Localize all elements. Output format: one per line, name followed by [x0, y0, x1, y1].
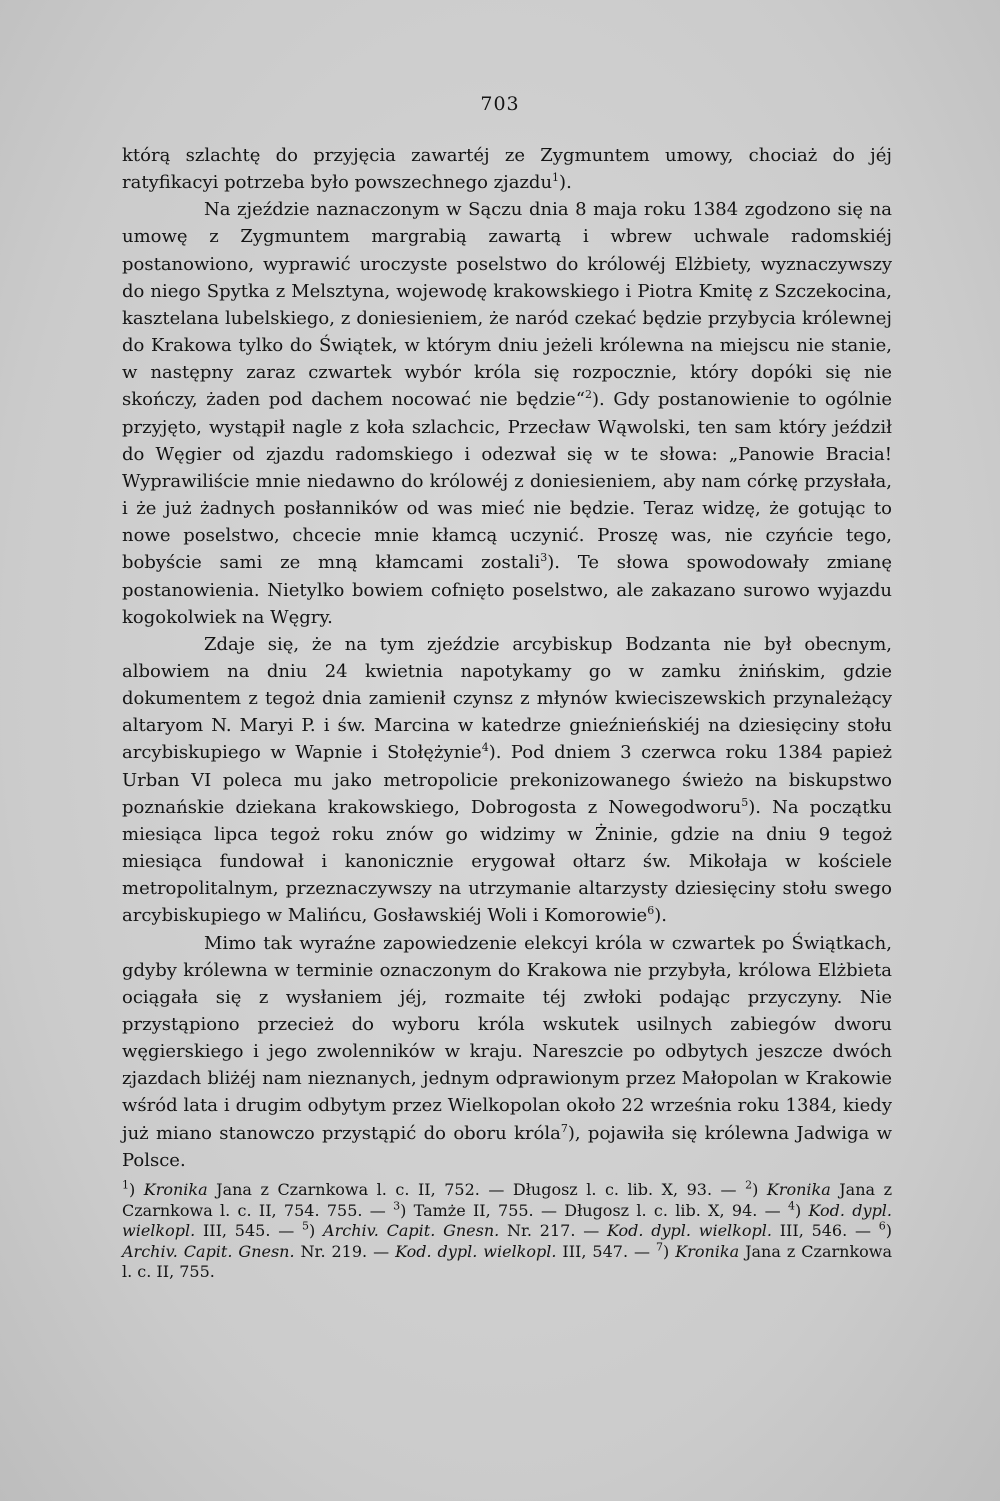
text-run: Mimo tak wyraźne zapowiedzenie elekcyi króla w czwartek po Świątkach, gdyby królewna w terminie oznaczonym do Krakowa nie przybyła, królowa Elżbieta ociągała się z wysłaniem jéj, rozmaite téj zwłoki podając przyczyny. Nie przystąpiono przecież do wyboru króla wskutek usilnych zabiegów dworu węgierskiego i jego zwolenników w kraju. Nareszcie po odbytych jeszcze dwóch zjazdach bliżéj nam nieznanych, jednym odprawionym przez Małopolan w Krakowie wśród lata i drugim odbytym przez Wielkopolan około 22 września roku 1384, kiedy już miano stanowczo przystąpić do oboru króla — [122, 932, 892, 1144]
text-run: ), pojawiła się królewna Jadwiga w Polsce. — [122, 1122, 892, 1171]
footnote-ref: 4 — [481, 741, 489, 755]
text-run: ). Na początku miesiąca lipca tegoż roku znów go widzimy w Żninie, gdzie na dniu 9 tegoż miesiąca fundował i kanonicznie erygował ołtarz św. Mikołaja w kościele metropolitalnym, przeznaczywszy na utrzymanie altarzysty dziesięciny stołu swego arcybiskupiego w Malińcu, Gosławskiéj Woli i Komorowie — [122, 796, 892, 927]
text-run: ) Tamże II, 755. — Długosz l. c. lib. X, 94. — — [400, 1200, 788, 1220]
text-run: Jana z Czarnkowa l. c. II, 755. — [122, 1241, 893, 1281]
paragraph — [122, 196, 892, 631]
footnote-ref: 2 — [585, 388, 593, 402]
page-number: 703 — [480, 93, 520, 115]
text-run: ). Pod dniem 3 czerwca roku 1384 papież Urban VI poleca mu jako metropolicie prekonizowanego świeżo na biskupstwo poznańskie dziekana krakowskiego, Dobrogosta z Nowegodworu — [122, 742, 892, 818]
paragraph — [122, 142, 892, 196]
citation-title: Kronika — [143, 1180, 208, 1199]
citation-title: Kod. dypl. wielkopl. — [606, 1221, 772, 1240]
text-run: III, 547. — — [556, 1241, 657, 1261]
text-run: ) — [752, 1180, 767, 1199]
footnote-ref: 6 — [878, 1219, 886, 1233]
footnote-ref: 7 — [656, 1240, 664, 1254]
footnote-ref: 2 — [745, 1178, 753, 1192]
text-run: ) — [663, 1241, 676, 1261]
text-run: ). — [559, 172, 572, 194]
text-run: III, 546. — — [771, 1221, 879, 1240]
footnote-paragraph — [122, 1180, 892, 1283]
citation-title: Archiv. Capit. Gnesn. — [122, 1241, 295, 1261]
paragraph — [122, 631, 892, 930]
citation-title: Kod. dypl. wielkopl. — [122, 1200, 893, 1240]
footnote-ref: 5 — [741, 795, 749, 809]
text-run: którą szlachtę do przyjęcia zawartéj ze Zygmuntem umowy, chociaż do jéj ratyfikacyi potrzeba było powszechnego zjazdu — [122, 145, 892, 194]
text-run: ). Gdy postanowienie to ogólnie przyjęto, wystąpił nagle z koła szlachcic, Przecław Wąwolski, ten sam który jeździł do Węgier od zjazdu radomskiego i odezwał się w te słowa: „Panowie Bracia! Wyprawiliście mnie niedawno do królowéj z doniesieniem, aby nam córkę przysłała, i że już żadnych posłanników od was mieć nie będzie. Teraz widzę, że gotując to nowe poselstwo, chcecie mnie kłamcą uczynić. Proszę was, nie czyńcie tego, bobyście sami ze mną kłamcami zostali — [122, 389, 892, 574]
text-run: Nr. 219. — — [294, 1241, 396, 1261]
text-run: ) — [309, 1221, 324, 1240]
text-run: Zdaje się, że na tym zjeździe arcybiskup Bodzanta nie był obecnym, albowiem na dniu 24 kwietnia napotykamy go w zamku żnińskim, gdzie dokumentem z tegoż dnia zamienił czynsz z młynów kwieciszewskich przynależący altaryom N. Maryi P. i św. Marcina w katedrze gnieźnieńskiéj na dziesięciny stołu arcybiskupiego w Wapnie i Stołężynie — [122, 633, 892, 764]
citation-title: Kod. dypl. wielkopl. — [395, 1241, 557, 1261]
citation-title: Kronika — [766, 1180, 831, 1199]
footnotes — [122, 1180, 892, 1283]
paragraph — [122, 930, 892, 1174]
footnote-ref: 3 — [393, 1199, 401, 1213]
footnote-ref: 4 — [787, 1199, 795, 1213]
text-run: ). Te słowa spowodowały zmianę postanowienia. Nietylko bowiem cofnięto poselstwo, ale zakazano surowo wyjazdu kogokolwiek na Węgry. — [122, 552, 892, 628]
footnote-ref: 1 — [552, 171, 560, 185]
footnote-ref: 5 — [302, 1219, 309, 1233]
text-run: III, 545. — — [195, 1221, 302, 1240]
citation-title: Kronika — [675, 1241, 740, 1261]
footnote-ref: 1 — [122, 1178, 129, 1192]
main-text — [122, 142, 892, 1174]
text-run: Jana z Czarnkowa l. c. II, 752. — Długosz l. c. lib. X, 93. — — [207, 1180, 746, 1199]
citation-title: Archiv. Capit. Gnesn. — [323, 1221, 500, 1240]
footnote-ref: 3 — [540, 551, 548, 565]
text-run: Jana z Czarnkowa l. c. II, 754. 755. — — [122, 1180, 893, 1220]
text-run: ) — [885, 1221, 893, 1240]
text-run: Na zjeździe naznaczonym w Sączu dnia 8 maja roku 1384 zgodzono się na umowę z Zygmuntem margrabią zawartą i wbrew uchwale radomskiéj postanowiono, wyprawić uroczyste poselstwo do królowéj Elżbiety, wyznaczywszy do niego Spytka z Melsztyna, wojewodę krakowskiego i Piotra Kmitę z Szczekocina, kasztelana lubelskiego, z doniesieniem, że naród czekać będzie przybycia królewnej do Krakowa tylko do Świątek, w którym dniu jeżeli królewna na miejscu nie stanie, w następny zaraz czwartek wybór króla się rozpocznie, który dopóki się nie skończy, żaden pod dachem nocować nie będzie“ — [122, 199, 892, 411]
text-run: ) — [794, 1200, 809, 1220]
text-run: ). — [654, 905, 667, 927]
text-run: Nr. 217. — — [499, 1221, 607, 1240]
text-run: ) — [129, 1180, 144, 1199]
footnote-ref: 6 — [647, 904, 655, 918]
footnote-ref: 7 — [560, 1121, 568, 1135]
